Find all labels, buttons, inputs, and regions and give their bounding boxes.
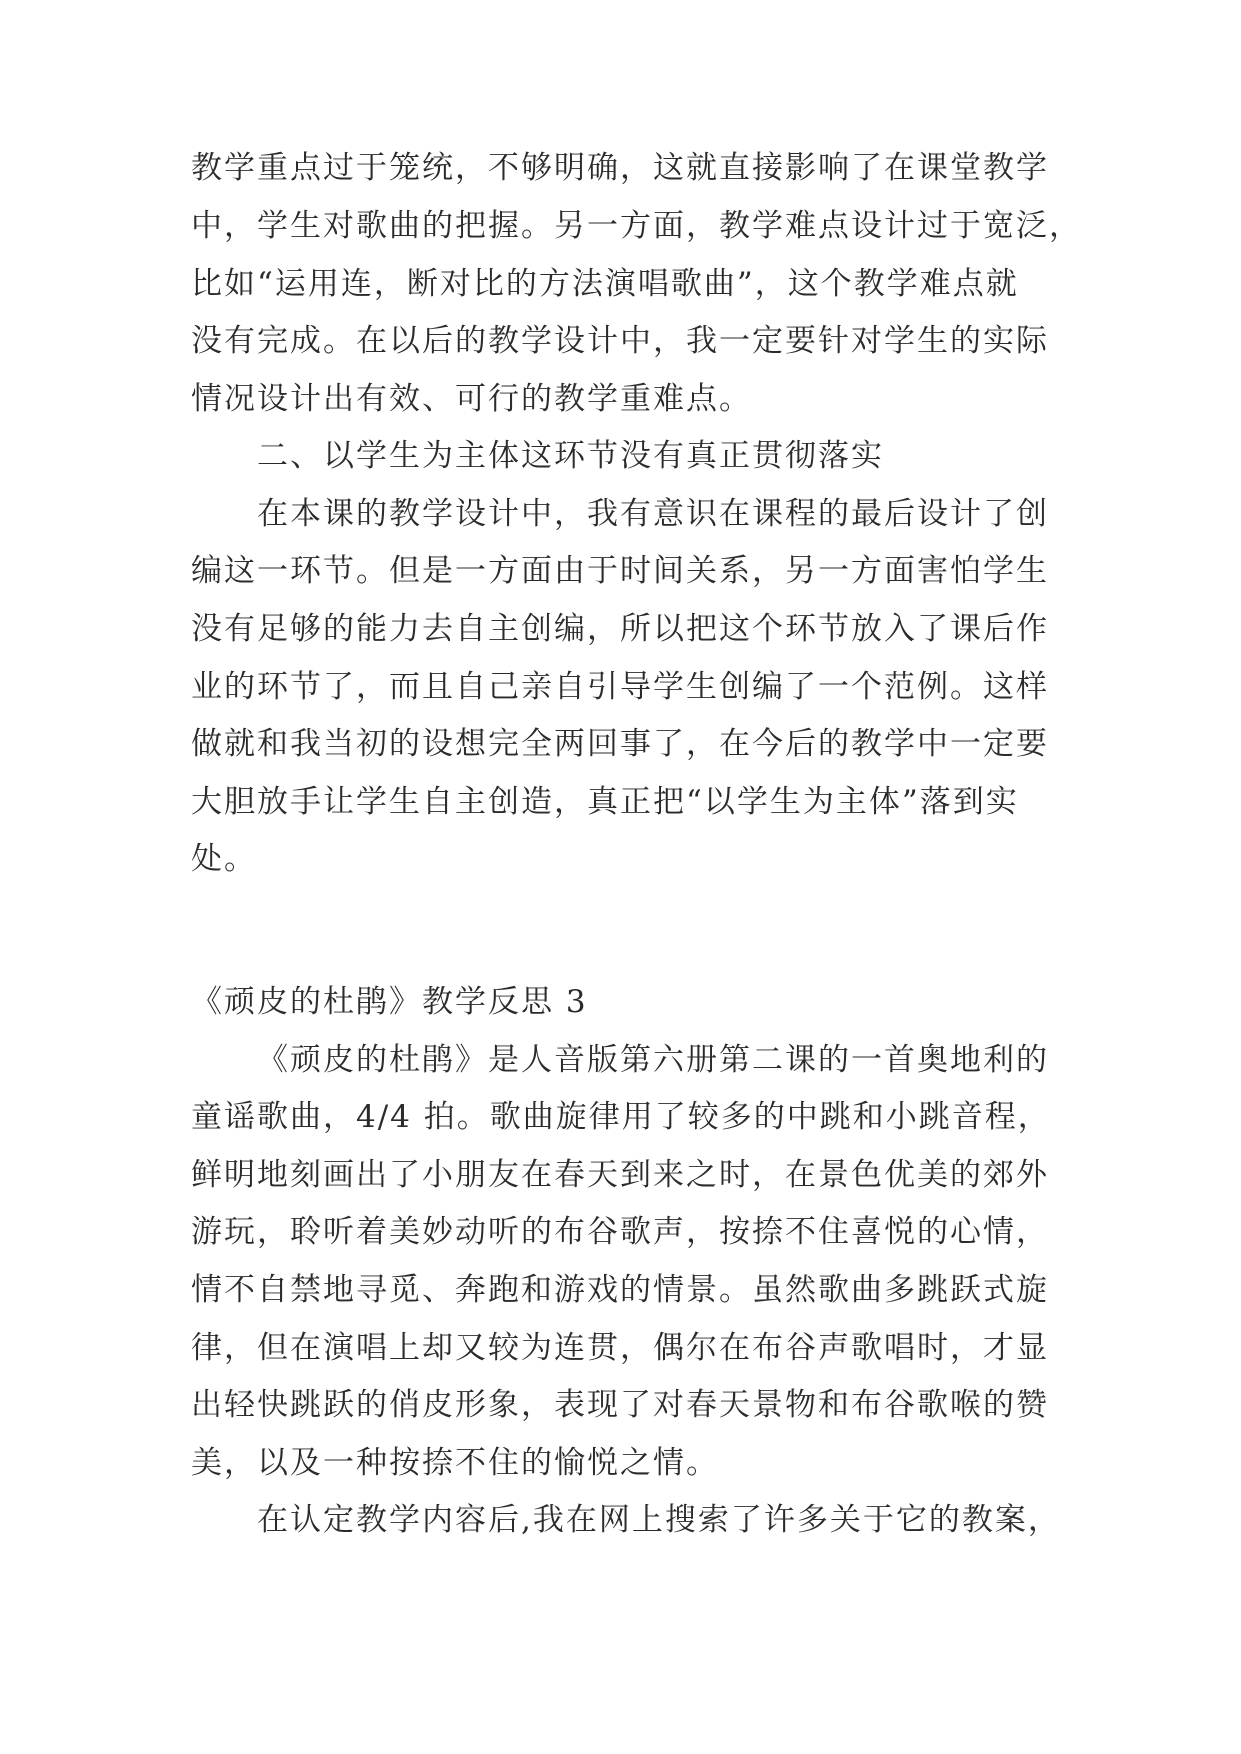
paragraph-line: 在认定教学内容后,我在网上搜索了许多关于它的教案， [257, 1502, 1061, 1538]
paragraph-line: 编这一环节。但是一方面由于时间关系，另一方面害怕学生 [191, 553, 1049, 589]
paragraph-line: 游玩，聆听着美妙动听的布谷歌声，按捺不住喜悦的心情， [191, 1214, 1049, 1250]
paragraph-line: 做就和我当初的设想完全两回事了，在今后的教学中一定要 [191, 726, 1049, 762]
paragraph-line: 美，以及一种按捺不住的愉悦之情。 [191, 1445, 719, 1481]
paragraph-line: 教学重点过于笼统，不够明确，这就直接影响了在课堂教学 [191, 150, 1049, 186]
paragraph-line: 中，学生对歌曲的把握。另一方面，教学难点设计过于宽泛， [191, 208, 1082, 244]
paragraph-line: 比如“运用连，断对比的方法演唱歌曲”，这个教学难点就 [191, 266, 1019, 302]
paragraph-line: 没有足够的能力去自主创编，所以把这个环节放入了课后作 [191, 611, 1049, 647]
paragraph-line: 鲜明地刻画出了小朋友在春天到来之时，在景色优美的郊外 [191, 1157, 1049, 1193]
paragraph-line: 童谣歌曲，4/4 拍。歌曲旋律用了较多的中跳和小跳音程， [191, 1099, 1051, 1135]
paragraph-line: 处。 [191, 841, 257, 877]
paragraph-line: 情况设计出有效、可行的教学重难点。 [191, 381, 752, 417]
paragraph-line: 没有完成。在以后的教学设计中，我一定要针对学生的实际 [191, 323, 1049, 359]
paragraph-line: 《顽皮的杜鹃》是人音版第六册第二课的一首奥地利的 [257, 1042, 1049, 1078]
paragraph-line: 律，但在演唱上却又较为连贯，偶尔在布谷声歌唱时，才显 [191, 1330, 1049, 1366]
paragraph-line: 情不自禁地寻觅、奔跑和游戏的情景。虽然歌曲多跳跃式旋 [191, 1272, 1049, 1308]
paragraph-line: 大胆放手让学生自主创造，真正把“以学生为主体”落到实 [191, 784, 1019, 820]
section-title: 《顽皮的杜鹃》教学反思 3 [191, 984, 588, 1020]
paragraph-line: 业的环节了，而且自己亲自引导学生创编了一个范例。这样 [191, 669, 1049, 705]
paragraph-line: 在本课的教学设计中，我有意识在课程的最后设计了创 [257, 496, 1049, 532]
section-heading: 二、以学生为主体这环节没有真正贯彻落实 [257, 438, 884, 474]
paragraph-line: 出轻快跳跃的俏皮形象，表现了对春天景物和布谷歌喉的赞 [191, 1387, 1049, 1423]
